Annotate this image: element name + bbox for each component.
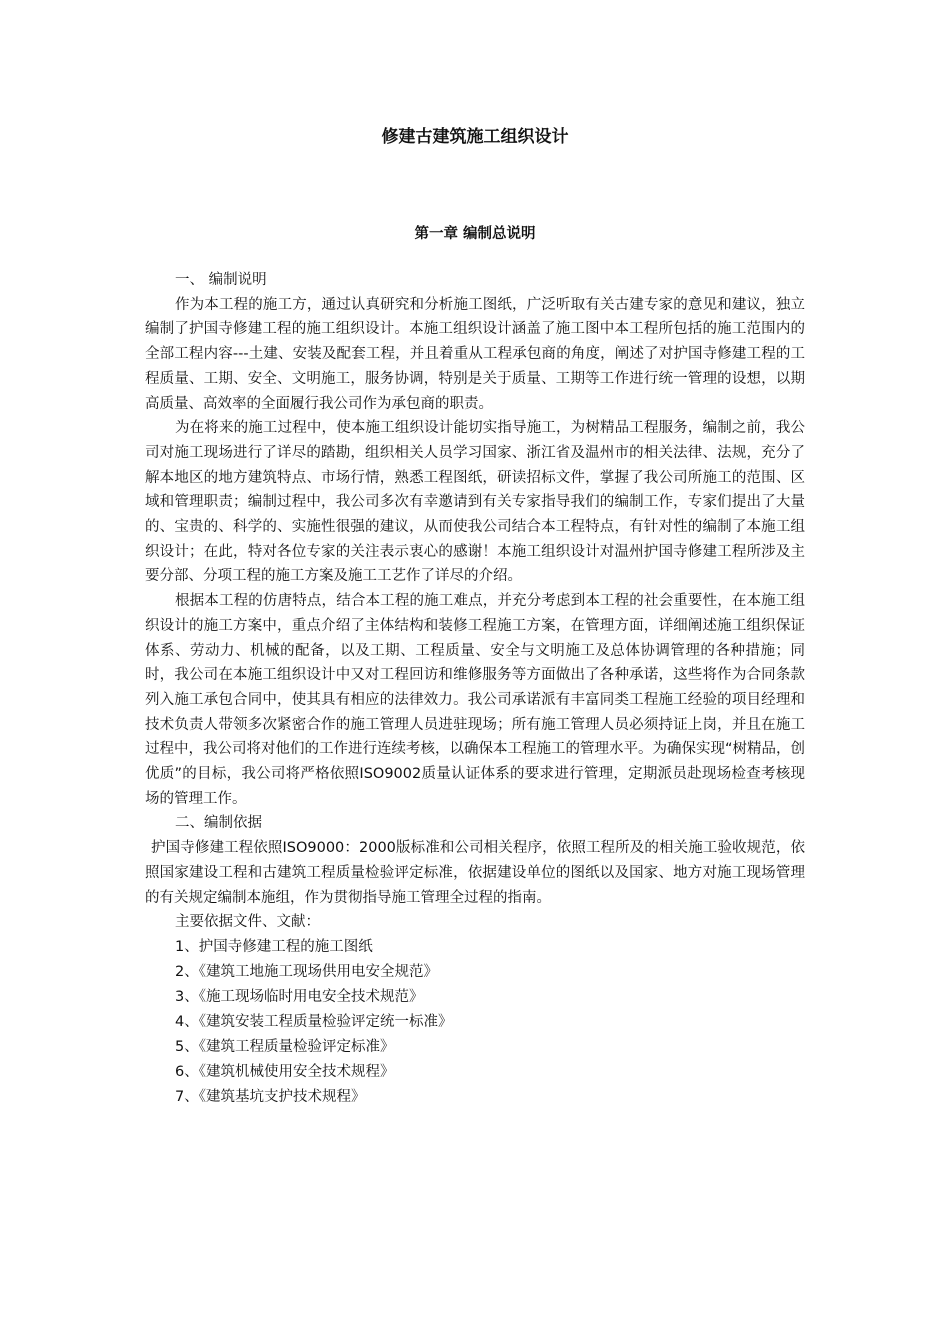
list-item: 2、《建筑工地施工现场供用电安全规范》 — [175, 963, 438, 980]
document-title: 修建古建筑施工组织设计 — [381, 127, 569, 147]
reference-list-intro: 主要依据文件、文献： — [175, 914, 320, 931]
paragraph: 为在将来的施工过程中，使本施工组织设计能切实指导施工，为树精品工程服务，编制之前，我公司对施工现场进行了详尽的踏勘，组织相关人员学习国家、浙江省及温州市的相关法律、法规，充分了解本地区的地方建筑特点、市场行情，熟悉工程图纸，研读招标文件，掌握了我公司所施工的范围、区域和管理职责；编制过程中，我公司多次有幸邀请到有关专家指导我们的编制工作，专家们提出了大量的、宝贵的、科学的、实施性很强的建议，从而使我公司结合本工程特点，有针对性的编制了本施工组织设计；在此，特对各位专家的关注表示衷心的感谢！本施工组织设计对温州护国寺修建工程所涉及主要分部、分项工程的施工方案及施工工艺作了详尽的介绍。 — [145, 420, 805, 585]
document-body — [145, 268, 805, 1110]
section-heading-compilation-notes: 一、 编制说明 — [175, 272, 267, 288]
reference-list — [145, 935, 805, 1110]
chapter-title: 第一章 编制总说明 — [414, 226, 536, 242]
list-item: 1、护国寺修建工程的施工图纸 — [175, 938, 373, 955]
list-item: 7、《建筑基坑支护技术规程》 — [175, 1088, 366, 1105]
paragraph: 根据本工程的仿唐特点，结合本工程的施工难点，并充分考虑到本工程的社会重要性，在本施工组织设计的施工方案中，重点介绍了主体结构和装修工程施工方案，在管理方面，详细阐述施工组织保证体系、劳动力、机械的配备，以及工期、工程质量、安全与文明施工及总体协调管理的各种措施；同时，我公司在本施工组织设计中又对工程回访和维修服务等方面做出了各种承诺，这些将作为合同条款列入施工承包合同中，使其具有相应的法律效力。我公司承诺派有丰富同类工程施工经验的项目经理和技术负责人带领多次紧密合作的施工管理人员进驻现场；所有施工管理人员必须持证上岗，并且在施工过程中，我公司将对他们的工作进行连续考核，以确保本工程施工的管理水平。为确保实现“树精品，创优质”的目标，我公司将严格依照ISO9002质量认证体系的要求进行管理，定期派员赴现场检查考核现场的管理工作。 — [145, 593, 806, 807]
paragraph: 护国寺修建工程依照ISO9000：2000版标准和公司相关程序，依照工程所及的相关施工验收规范，依照国家建设工程和古建筑工程质量检验评定标准，依据建设单位的图纸以及国家、地方对施工现场管理的有关规定编制本施组，作为贯彻指导施工管理全过程的指南。 — [145, 840, 805, 906]
section-heading-compilation-basis: 二、编制依据 — [175, 815, 262, 832]
list-item: 4、《建筑安装工程质量检验评定统一标准》 — [175, 1013, 453, 1030]
list-item: 5、《建筑工程质量检验评定标准》 — [175, 1038, 395, 1055]
paragraph: 作为本工程的施工方，通过认真研究和分析施工图纸，广泛听取有关古建专家的意见和建议，独立编制了护国寺修建工程的施工组织设计。本施工组织设计涵盖了施工图中本工程所包括的施工范围内的全部工程内容---土建、安装及配套工程，并且着重从工程承包商的角度，阐述了对护国寺修建工程的工程质量、工期、安全、文明施工，服务协调，特别是关于质量、工期等工作进行统一管理的设想，以期高质量、高效率的全面履行我公司作为承包商的职责。 — [145, 296, 805, 412]
list-item: 3、《施工现场临时用电安全技术规范》 — [175, 988, 424, 1005]
list-item: 6、《建筑机械使用安全技术规程》 — [175, 1063, 395, 1080]
